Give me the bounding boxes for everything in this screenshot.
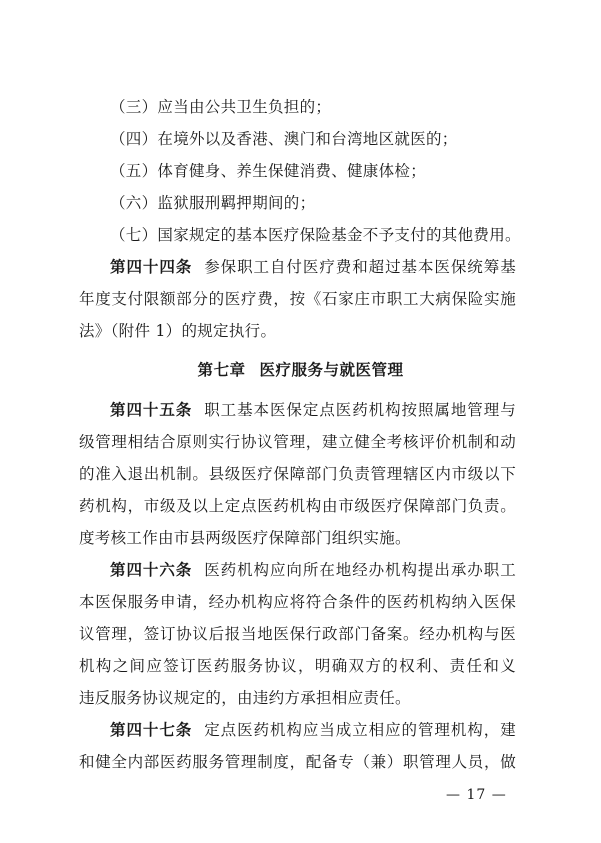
page-number: — 17 — [446,787,507,803]
item-7: （七）国家规定的基本医疗保险基金不予支付的其他费用。 [110,226,521,244]
chapter-number: 第七章 [197,361,246,379]
item-4: （四）在境外以及香港、澳门和台湾地区就医的； [110,130,458,148]
item-6: （六）监狱服刑羁押期间的； [110,194,316,212]
article-46-line-3: 议管理，签订协议后报当地医保行政部门备案。经办机构与医 [79,625,516,643]
chapter-heading [0,360,601,380]
article-45-line-1: 第四十五条 职工基本医保定点医药机构按照属地管理与 [110,401,516,419]
item-3: （三）应当由公共卫生负担的； [110,98,332,116]
chapter-title: 医疗服务与就医管理 [259,361,404,379]
article-45-line-4: 药机构，市级及以上定点医药机构由市级医疗保障部门负责。 [79,497,516,515]
article-44-line-1: 第四十四条 参保职工自付医疗费和超过基本医保统筹基 [110,258,516,276]
article-46-line-2: 本医保服务申请，经办机构应将符合条件的医药机构纳入医保 [79,593,516,611]
article-47-line-2: 和健全内部医药服务管理制度，配备专（兼）职管理人员，做 [79,753,516,771]
article-46-line-1: 第四十六条 医药机构应向所在地经办机构提出承办职工 [110,561,516,579]
article-45-title: 第四十五条 [110,401,193,419]
article-46-title: 第四十六条 [110,561,193,579]
article-44-line-2: 年度支付限额部分的医疗费，按《石家庄市职工大病保险实施 [79,290,516,308]
article-45-line-5: 度考核工作由市县两级医疗保障部门组织实施。 [79,529,411,547]
article-44-title: 第四十四条 [110,258,193,276]
article-47-title: 第四十七条 [110,721,193,739]
article-45-line-3: 的准入退出机制。县级医疗保障部门负责管理辖区内市级以下 [79,465,516,483]
article-45-line-2: 级管理相结合原则实行协议管理，建立健全考核评价机制和动 [79,433,516,451]
article-47-line-1: 第四十七条 定点医药机构应当成立相应的管理机构，建 [110,721,516,739]
article-46-line-5: 违反服务协议规定的，由违约方承担相应责任。 [79,689,411,707]
item-5: （五）体育健身、养生保健消费、健康体检； [110,162,427,180]
article-44-line-3: 法》（附件 1）的规定执行。 [79,322,277,340]
article-46-line-4: 机构之间应签订医药服务协议，明确双方的权利、责任和义 [79,657,516,675]
